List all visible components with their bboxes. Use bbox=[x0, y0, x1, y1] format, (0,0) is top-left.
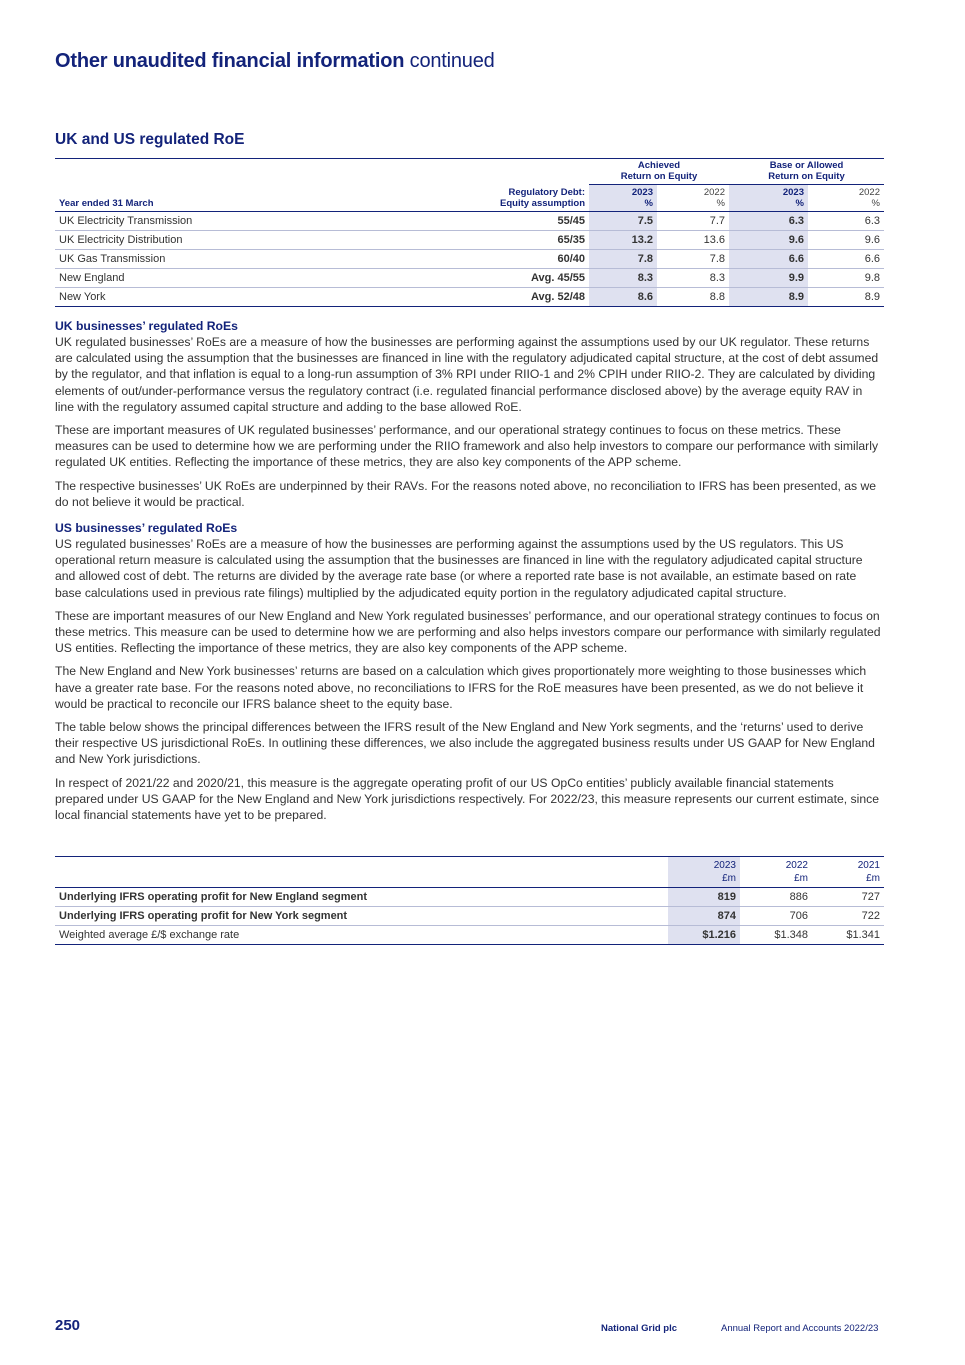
table-row: New York Avg. 52/48 8.6 8.8 8.9 8.9 bbox=[55, 288, 884, 307]
fin-2022-header: 2022 £m bbox=[785, 860, 808, 884]
table-row: UK Electricity Distribution 65/35 13.2 13.6 9.6 9.6 bbox=[55, 231, 884, 250]
page-title-continued: continued bbox=[409, 50, 495, 72]
uk-paragraph-1: UK regulated businesses’ RoEs are a measure of how the businesses are performing against the assumptions used by our UK regulator. These returns are calculated using the assumption that the businesses are financed in line with the regulatory adjudicated capital structure, at the cost of debt assumed by the regulator, and that inflation is equal to a long-run assumption of 3% RPI under RIIO-1 and 2% CPIH under RIIO-2. They are calculated by dividing elements of out/under-performance versus the regulatory contract (i.e. regulated financial performance disclosed above) by the average equity RAV in line with the regulatory assumed capital structure and adding to the base allowed RoE. bbox=[55, 335, 879, 414]
page-title-main: Other unaudited financial information bbox=[55, 50, 405, 72]
table-row: New England Avg. 45/55 8.3 8.3 9.9 9.8 bbox=[55, 269, 884, 288]
achieved-group-header: Achieved Return on Equity bbox=[589, 159, 729, 185]
section-title: UK and US regulated RoE bbox=[55, 131, 245, 148]
us-section bbox=[55, 520, 881, 830]
us-paragraph-2: These are important measures of our New England and New York regulated businesses’ performance, and our operational strategy continues to focus on these metrics. This measure can be used to determine how we are performing and also helps investors compare our performance with similarly regulated US entities. Reflecting the importance of these metrics, they are also key components of the APP scheme. bbox=[55, 608, 881, 656]
table-row: Weighted average £/$ exchange rate $1.216 $1.348 $1.341 bbox=[55, 926, 884, 945]
roe-table bbox=[55, 158, 884, 307]
fin-2023-header: 2023 £m bbox=[668, 857, 740, 888]
operating-profit-table bbox=[55, 856, 884, 945]
regulatory-debt-header: Regulatory Debt: Equity assumption bbox=[395, 185, 589, 212]
page-title bbox=[55, 50, 495, 73]
base-2022-header: 2022 % bbox=[808, 185, 884, 212]
uk-paragraph-2: These are important measures of UK regulated businesses’ performance, and our operational strategy continues to focus on these metrics. These measures can be used to determine how we are performing under the RIIO framework and also help investors to compare our performance with similarly regulated UK entities. Reflecting the importance of these metrics, they are also key components of the APP scheme. bbox=[55, 423, 879, 470]
us-paragraph-5: In respect of 2021/22 and 2020/21, this measure is the aggregate operating profit of our US OpCo entities’ publicly available financial statements prepared under US GAAP for the New England and New York jurisdictions respectively. For 2022/23, this measure represents our current estimate, since local financial statements have yet to be prepared. bbox=[55, 775, 879, 823]
footer-report-title: Annual Report and Accounts 2022/23 bbox=[721, 1323, 879, 1334]
base-group-header: Base or Allowed Return on Equity bbox=[729, 159, 884, 185]
achieved-2023-header: 2023 % bbox=[589, 185, 657, 212]
us-paragraph-1: US regulated businesses’ RoEs are a measure of how the businesses are performing against the assumptions used by the US regulators. This US operational return measure is calculated using the assumption that the businesses are financed in line with the regulatory adjudicated capital structure and allowed cost of debt. The returns are divided by the average rate base (or where a reported rate base is not available, an estimate based on rate base calculations used in previous rate filings) multiplied by the adjudicated equity portion in the regulatory adjudicated capital structure. bbox=[55, 537, 863, 600]
table-row: Underlying IFRS operating profit for New England segment 819 886 727 bbox=[55, 888, 884, 907]
fin-2021-header: 2021 £m bbox=[857, 860, 880, 884]
base-2023-header: 2023 % bbox=[729, 185, 808, 212]
footer-company: National Grid plc bbox=[601, 1323, 678, 1334]
achieved-2022-header: 2022 % bbox=[657, 185, 729, 212]
us-paragraph-4: The table below shows the principal differences between the IFRS result of the New England and New York segments, and the ‘returns’ used to derive their respective US jurisdictional RoEs. In outlining these differences, we also include the aggregated business results under US GAAP for New England and New York jurisdictions. bbox=[55, 720, 875, 767]
uk-paragraph-3: The respective businesses’ UK RoEs are underpinned by their RAVs. For the reasons noted above, no reconciliation to IFRS has been presented, as we do not believe it would be practical. bbox=[55, 478, 877, 509]
table-row: Underlying IFRS operating profit for New York segment 874 706 722 bbox=[55, 907, 884, 926]
uk-section-heading: UK businesses’ regulated RoEs bbox=[55, 319, 238, 333]
table-row: UK Gas Transmission 60/40 7.8 7.8 6.6 6.6 bbox=[55, 250, 884, 269]
us-section-heading: US businesses’ regulated RoEs bbox=[55, 521, 238, 535]
page-number: 250 bbox=[55, 1317, 81, 1334]
table-row: UK Electricity Transmission 55/45 7.5 7.7 6.3 6.3 bbox=[55, 212, 884, 231]
us-paragraph-3: The New England and New York businesses’ returns are based on a calculation which gives proportionately more weighting to those businesses which have a greater rate base. For the reasons noted above, no reconciliations to IFRS for the RoE measures have been presented, as we do not believe it would be practical to reconcile our IFRS balance sheet to the equity base. bbox=[55, 664, 867, 711]
year-ended-header: Year ended 31 March bbox=[55, 185, 395, 212]
uk-section bbox=[55, 318, 881, 517]
